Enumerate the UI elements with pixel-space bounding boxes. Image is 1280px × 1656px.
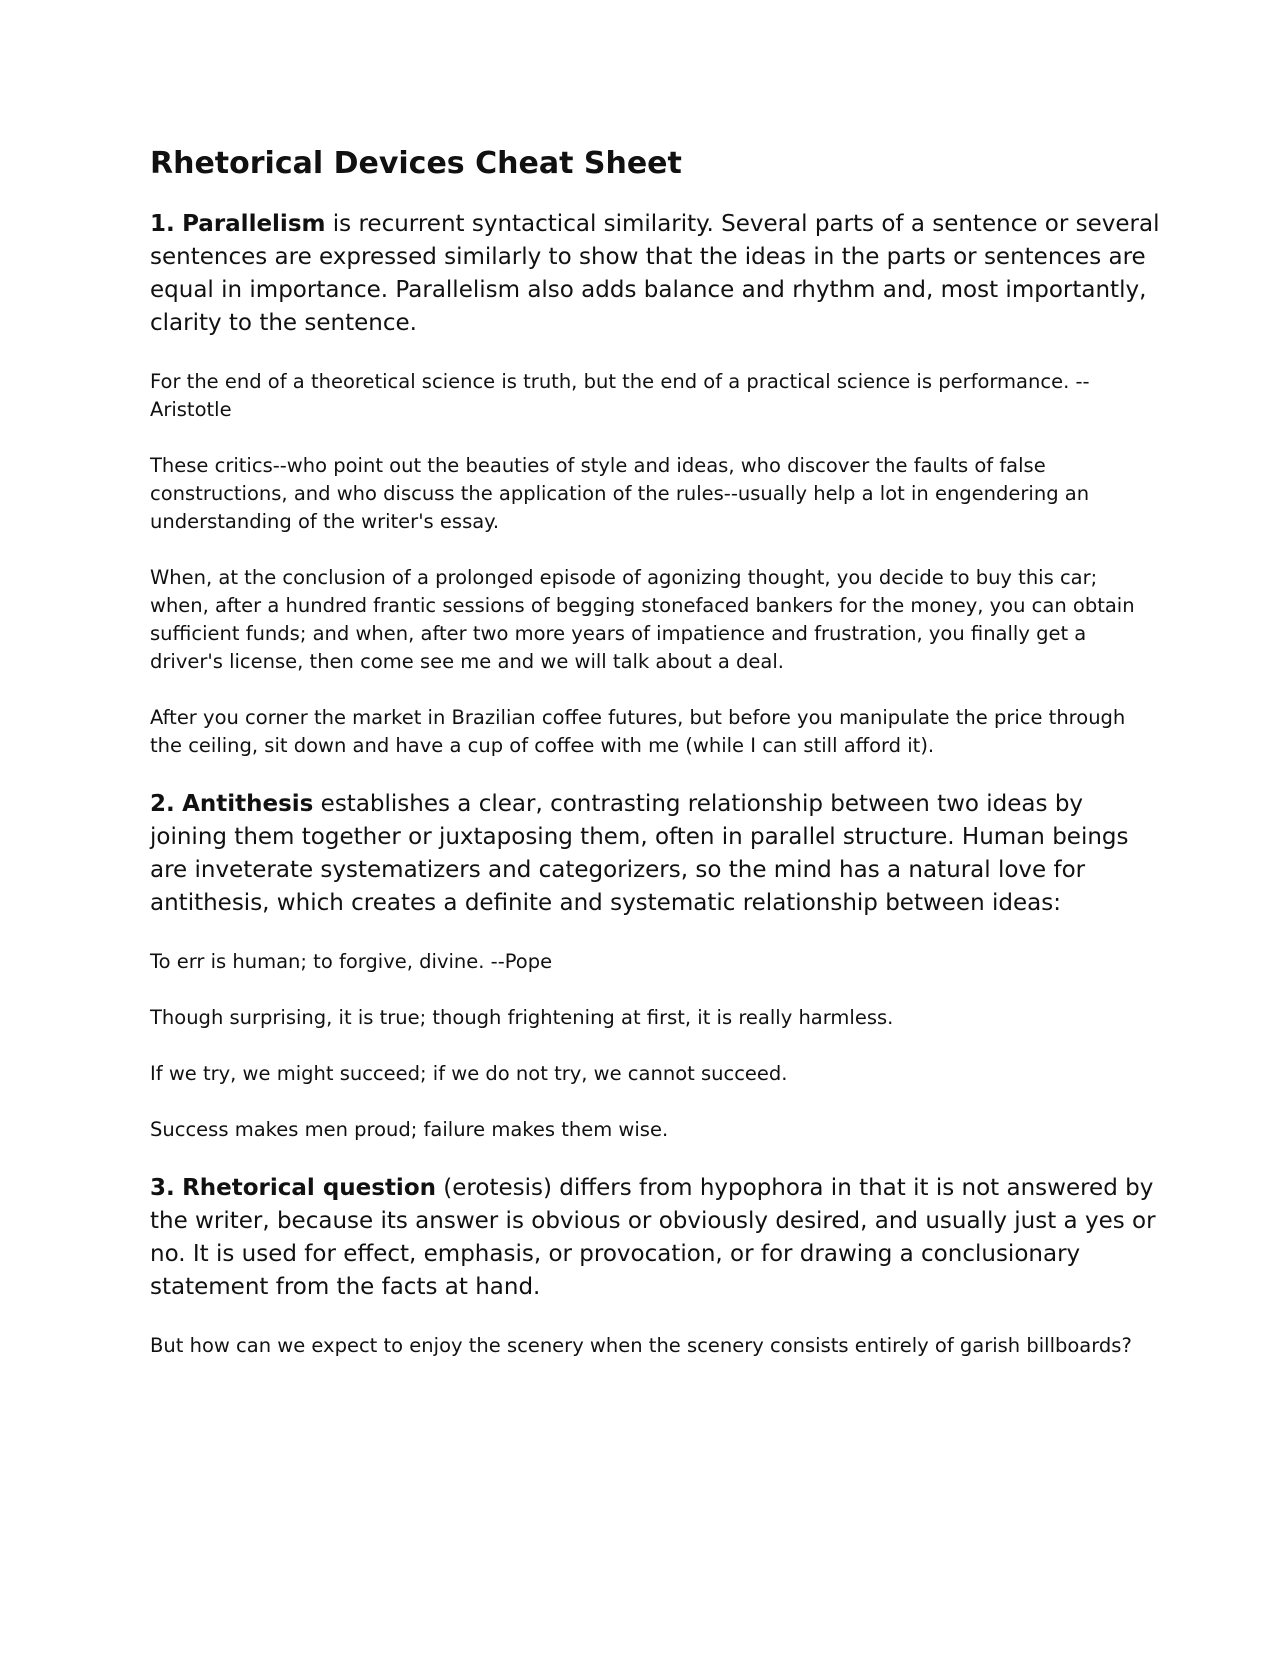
term-antithesis: Antithesis — [182, 791, 314, 817]
definition-text: establishes a clear, contrasting relationship between two ideas by joining them together or juxtaposing them, often in parallel structure. Human beings are inveterate systematizers and categorizers, so the mind has a natural love for antithesis, which creates a definite and systematic relationship between ideas: — [150, 791, 1129, 916]
definition-antithesis — [150, 788, 1160, 920]
term-number: 1. — [150, 211, 175, 237]
example-paragraph: After you corner the market in Brazilian coffee futures, but before you manipulate the price through the ceiling, sit down and have a cup of coffee with me (while I can still afford it). — [150, 706, 1126, 757]
definition-text: is recurrent syntactical similarity. Several parts of a sentence or several sentences are expressed similarly to show that the ideas in the parts or sentences are equal in importance. Parallelism also adds balance and rhythm and, most importantly, clarity to the sentence. — [150, 211, 1160, 336]
example-paragraph: These critics--who point out the beauties of style and ideas, who discover the faults of false constructions, and who discuss the application of the rules--usually help a lot in engendering an understanding of the writer's essay. — [150, 454, 1090, 533]
term-number: 3. — [150, 1175, 175, 1201]
example-paragraph: If we try, we might succeed; if we do not try, we cannot succeed. — [150, 1062, 788, 1085]
definition-text: (erotesis) differs from hypophora in that it is not answered by the writer, because its answer is obvious or obviously desired, and usually just a yes or no. It is used for effect, emphasis, or provocation, or for drawing a conclusionary statement from the facts at hand. — [150, 1175, 1156, 1300]
example-paragraph: Success makes men proud; failure makes them wise. — [150, 1118, 669, 1141]
definition-rhetorical-question — [150, 1172, 1160, 1304]
term-rhetorical-question: Rhetorical question — [182, 1175, 436, 1201]
example-paragraph: To err is human; to forgive, divine. --Pope — [150, 950, 553, 973]
example-paragraph: But how can we expect to enjoy the scenery when the scenery consists entirely of garish billboards? — [150, 1334, 1132, 1357]
term-parallelism: Parallelism — [182, 211, 326, 237]
example-paragraph: For the end of a theoretical science is truth, but the end of a practical science is performance. --Aristotle — [150, 370, 1090, 421]
page-title: Rhetorical Devices Cheat Sheet — [150, 146, 682, 181]
example-paragraph: Though surprising, it is true; though frightening at first, it is really harmless. — [150, 1006, 894, 1029]
term-number: 2. — [150, 791, 175, 817]
example-paragraph: When, at the conclusion of a prolonged episode of agonizing thought, you decide to buy this car; when, after a hundred frantic sessions of begging stonefaced bankers for the money, you can obtain sufficient funds; and when, after two more years of impatience and frustration, you finally get a driver's license, then come see me and we will talk about a deal. — [150, 566, 1135, 673]
definition-parallelism — [150, 208, 1160, 340]
